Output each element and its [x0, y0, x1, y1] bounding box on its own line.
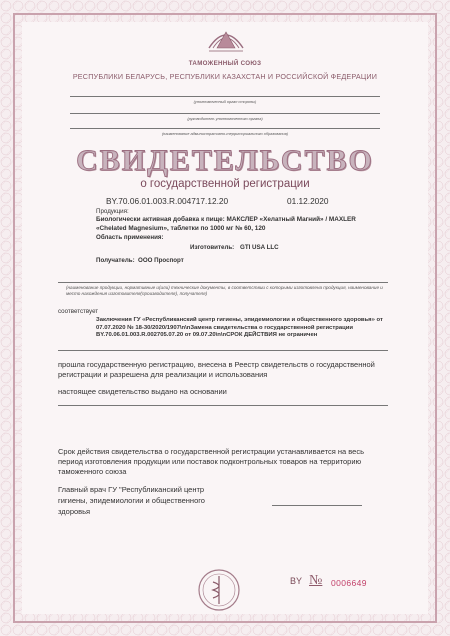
serial-no-sign: № — [309, 573, 323, 588]
signature-line — [272, 505, 362, 506]
product-label: Продукция: — [96, 208, 129, 215]
registration-date: 01.12.2020 — [287, 196, 329, 206]
emblem-icon — [205, 18, 247, 58]
certificate-subtitle: о государственной регистрации — [140, 178, 310, 190]
serial-prefix: BY — [290, 576, 303, 586]
product-value: Биологически активная добавка к пище: МАКСЛЕР «Хелатный Магний» / MAXLER «Chelated Magnesium», таблетки по 1000 мг № 60, 120 — [96, 216, 356, 232]
manufacturer-label: Изготовитель: — [190, 244, 235, 251]
territory-line — [70, 128, 380, 129]
authorized-body-line — [70, 96, 380, 97]
serial-number: 0006649 — [331, 578, 367, 588]
territory-caption: (наименование административно-территориального образования) — [161, 131, 289, 136]
serial-number-block — [290, 573, 367, 588]
countries-line: РЕСПУБЛИКИ БЕЛАРУСЬ, РЕСПУБЛИКИ КАЗАХСТАН И РОССИЙСКОЙ ФЕДЕРАЦИИ — [72, 72, 378, 81]
conformity-label: соответствует — [58, 308, 99, 315]
authorized-person-caption: (руководитель уполномоченного органа) — [187, 116, 263, 121]
customs-union-title: ТАМОЖЕННЫЙ СОЮЗ — [188, 60, 262, 67]
authorized-person-line — [70, 113, 380, 114]
recipient-label: Получатель: — [96, 257, 135, 264]
basis-line — [58, 405, 388, 406]
manufacturer-value: GTI USA LLC — [240, 244, 279, 251]
chief-doctor-title: Главный врач ГУ "Республиканский центр гигиены, эпидемиологии и общественного здоровья — [58, 485, 205, 516]
registration-number: BY.70.06.01.003.R.004717.12.20 — [106, 196, 229, 206]
conformity-line — [58, 350, 388, 351]
conformity-text: Заключения ГУ «Республиканский центр гигиены, эпидемиологии и общественного здоровья» от 07.07.2020 № 18-30/2020/1907\n\nЗамена свидетельства о государственной регистрации BY.70.06.01.003.R.002705.07.20 от 09.07.20\n\nСРОК ДЕЙСТВИЯ не ограничен — [96, 317, 383, 339]
documents-line — [58, 282, 388, 283]
certificate-title: СВИДЕТЕЛЬСТВО — [76, 144, 374, 177]
recipient-value: ООО Проспорт — [138, 257, 184, 264]
registration-statement: прошла государственную регистрацию, внесена в Реестр свидетельств о государственной регистрации и разрешена для реализации и использования — [58, 360, 375, 379]
application-area-label: Область применения: — [96, 234, 164, 241]
issued-basis: настоящее свидетельство выдано на основании — [58, 387, 227, 396]
validity-statement: Срок действия свидетельства о государственной регистрации устанавливается на весь период изготовления продукции или поставок подконтрольных товаров на территорию таможенного союза — [58, 447, 364, 476]
seal-stamp-icon — [197, 568, 241, 612]
documents-caption: (наименование продукции, нормативные и(или) технические документы, в соответствии с которыми изготовлена продукция, наименование и место нахождения изготовителя(производителя), получателя) — [66, 285, 383, 296]
authorized-body-caption: (уполномоченный орган стороны) — [193, 99, 257, 104]
